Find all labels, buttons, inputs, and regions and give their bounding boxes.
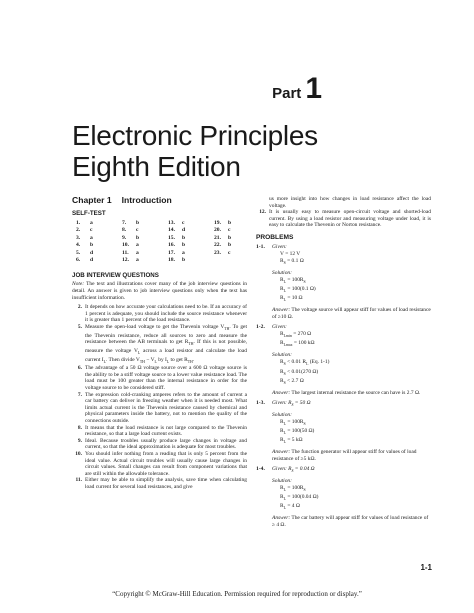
self-test-letter: d — [90, 249, 94, 256]
self-test-number: 21. — [214, 234, 221, 241]
problem-line: $R_L = 4$ Ω — [280, 503, 300, 511]
self-test-number: 18. — [168, 257, 175, 264]
self-test-letter: a — [90, 220, 93, 226]
jiq-item-text: Either may be able to simplify the analysis, save time when calculating load current for several load resistances, and give — [85, 477, 247, 490]
self-test-letter: b — [228, 242, 232, 249]
self-test-letter: b — [136, 234, 140, 241]
self-test-letter: b — [228, 220, 232, 226]
self-test-answer — [214, 235, 254, 242]
problem-answer: Answer: The voltage source will appear stiff for values of load resistance of ≥10 Ω. — [272, 307, 431, 321]
self-test-number: 16. — [168, 242, 175, 249]
self-test-number: 6. — [76, 257, 81, 264]
self-test-answer — [76, 242, 122, 249]
problem-line: Solution: — [272, 411, 292, 418]
problem-line: $R_L = 5$ kΩ — [280, 436, 303, 444]
self-test-answer — [122, 220, 168, 227]
jiq-item-text: It means that the load resistance is not large compared to the Thevenin resistance, so that a large load current exists. — [85, 424, 247, 438]
self-test-letter: c — [182, 220, 185, 226]
self-test-letter: b — [228, 234, 232, 241]
problem-line: $R_S = 0.1$ Ω — [280, 257, 304, 266]
self-test-number: 1. — [76, 220, 81, 226]
part-label — [272, 74, 322, 104]
self-test-answer — [122, 250, 168, 257]
problem — [256, 400, 431, 463]
jiq-continued-text: us more insight into how changes in load resistance affect the load voltage. — [269, 196, 431, 209]
self-test-number: 8. — [122, 227, 127, 234]
book-title — [72, 120, 318, 182]
self-test-answer — [76, 220, 122, 227]
problem-number: 1-3. — [256, 399, 265, 406]
problem-line: $R_L = 100(0.1$ Ω) — [280, 286, 316, 294]
self-test-letter: b — [182, 257, 186, 264]
part-word: Part — [272, 85, 302, 102]
problem-line: Given: — [272, 243, 287, 250]
self-test-letter: b — [182, 242, 186, 249]
jiq-item-text: The advantage of a 50 Ω voltage source over a 600 Ω voltage source is the ability to be a stiff voltage source to a lower value resistance load. The load must be 100 greater than the internal resistance in order for the voltage source to be considered stiff. — [85, 365, 247, 392]
problem-line: $R_{Lmin} = 270$ Ω — [280, 331, 312, 339]
self-test-number: 3. — [76, 234, 81, 241]
jiq-item — [72, 425, 247, 438]
self-test-number: 22. — [214, 242, 221, 249]
jiq-item-text: It depends on how accurate your calculations need to be. If an accuracy of 1 percent is adequate, you should include the source resistance whenever it is greater than 1 percent of the load resistance. — [85, 304, 247, 324]
self-test-answer — [76, 227, 122, 234]
jiq-item-12 — [256, 209, 431, 229]
self-test-number: 23. — [214, 249, 221, 256]
problem-line: $R_L = 100R_S$ — [280, 485, 306, 493]
problem-line: $R_{Lmax} = 100$ kΩ — [280, 340, 315, 348]
problem-line: $R_S < 0.01(270$ Ω) — [280, 368, 319, 376]
problem-line: Solution: — [272, 352, 292, 359]
problem-line: $R_L = 100R_S$ — [280, 277, 306, 285]
self-test-letter: b — [136, 220, 140, 226]
chapter-name: Introduction — [121, 195, 172, 205]
problem-line: Solution: — [272, 270, 292, 277]
self-test-answer — [214, 227, 254, 234]
problem-body — [270, 244, 431, 321]
chapter-label: Chapter 1 — [72, 195, 112, 205]
self-test-answer — [122, 257, 168, 264]
jiq-note — [72, 281, 247, 301]
self-test-answer — [214, 242, 254, 249]
self-test-letter: c — [228, 227, 231, 234]
problem-answer: Answer: The car battery will appear stiff for values of load resistance of ≥ 4 Ω. — [272, 515, 429, 529]
self-test-answer — [122, 227, 168, 234]
jiq-continued — [256, 196, 431, 209]
self-test-number: 12. — [122, 257, 129, 264]
book-title-line2: Eighth Edition — [72, 151, 241, 182]
self-test-letter: a — [136, 242, 139, 249]
copyright-notice: “Copyright © McGraw-Hill Education. Permission required for reproduction or display.” — [112, 590, 362, 598]
self-test-answer — [168, 227, 214, 234]
self-test-number: 17. — [168, 249, 175, 256]
problem-line: V = 12 V — [280, 250, 301, 257]
self-test-answer — [122, 235, 168, 242]
jiq-item-number: 10. — [75, 451, 82, 457]
jiq-item — [72, 392, 247, 425]
self-test-letter: a — [182, 249, 185, 256]
jiq-item-number: 9. — [77, 437, 82, 444]
self-test-number: 4. — [76, 242, 81, 249]
problem-line: Given: $R_S = 50$ Ω — [272, 399, 311, 407]
self-test-letter: b — [182, 234, 186, 241]
problem-line: Given: $R_S = 0.04$ Ω — [272, 465, 315, 474]
self-test-number: 11. — [122, 249, 129, 256]
problem-answer: Answer: The largest internal resistance the source can have is 2.7 Ω. — [272, 389, 421, 396]
jiq-item-number: 11. — [75, 477, 82, 484]
page-number: 1-1 — [420, 563, 432, 572]
chapter-heading — [72, 195, 247, 205]
self-test-number: 10. — [122, 242, 129, 249]
self-test-answer — [214, 257, 254, 264]
part-number: 1 — [305, 72, 322, 105]
jiq-item — [72, 365, 247, 391]
self-test-answer — [122, 242, 168, 249]
self-test-answer — [168, 220, 214, 227]
jiq-item-number: 5. — [77, 324, 82, 330]
problem-line: Given: — [272, 324, 287, 331]
jiq-item — [72, 304, 247, 324]
problem-line: $R_L = 100(0.04$ Ω) — [280, 494, 319, 502]
right-column — [256, 196, 431, 529]
problem-answer: Answer: The function generator will appear stiff for values of load resistance of ≥5 kΩ. — [272, 448, 417, 462]
self-test-heading: SELF-TEST — [72, 210, 106, 217]
jiq-item-number: 7. — [77, 391, 82, 398]
book-title-line1: Electronic Principles — [72, 120, 318, 151]
self-test-letter: a — [90, 234, 93, 241]
jiq-item — [72, 451, 247, 477]
self-test-number: 7. — [122, 220, 127, 226]
jiq-item-number: 6. — [77, 365, 82, 372]
problem-body — [270, 466, 431, 529]
problem-line: Solution: — [272, 478, 292, 485]
problem-body — [270, 324, 431, 396]
problem-line: $R_L = 100(50$ Ω) — [280, 427, 315, 435]
self-test-number: 14. — [168, 227, 175, 234]
self-test-letter: a — [136, 249, 139, 256]
self-test-answer — [214, 220, 254, 227]
self-test-number: 20. — [214, 227, 221, 234]
problem — [256, 244, 431, 321]
jiq-item-text: You should infer nothing from a reading that is only 5 percent from the ideal value. Actual circuit troubles will usually cause large changes in circuit values. Small changes can result from component variations that are still within the allowable tolerance. — [85, 451, 247, 477]
self-test-answer — [214, 250, 254, 257]
problem — [256, 324, 431, 396]
jiq-heading: JOB INTERVIEW QUESTIONS — [72, 272, 159, 280]
self-test-answers — [76, 220, 247, 264]
jiq-item-number: 2. — [77, 304, 82, 311]
self-test-answer — [168, 250, 214, 257]
problem-number: 1-2. — [256, 324, 265, 331]
self-test-number: 15. — [168, 234, 175, 241]
self-test-number: 2. — [76, 227, 81, 234]
jiq-item — [72, 438, 247, 451]
problem-number: 1-1. — [256, 243, 265, 250]
problem-line: $R_S < 2.7$ Ω — [280, 377, 304, 385]
self-test-answer — [168, 242, 214, 249]
self-test-letter: c — [136, 227, 139, 234]
left-column — [72, 195, 247, 491]
problem-line: $R_L = 100R_S$ — [280, 418, 306, 426]
self-test-answer — [76, 235, 122, 242]
self-test-number: 19. — [214, 220, 221, 226]
problems-heading: PROBLEMS — [256, 233, 294, 241]
jiq-item-text: Measure the open-load voltage to get the Thevenin voltage $V_{TH}$. To get the Thevenin resistance, reduce all sources to zero and measure the resistance between the AB terminals to get $R_{TH}$. If this is not possible, measure the voltage $V_L$ across a load resistor and calculate the load current $I_L$. Then divide $V_{TH} - V_L$ by $I_L$ to get $R_{TH}$. — [85, 324, 247, 364]
self-test-answer — [76, 250, 122, 257]
problem-body — [270, 400, 431, 463]
jiq-item — [72, 477, 247, 490]
self-test-number: 13. — [168, 220, 175, 226]
jiq-note-text: The text and illustrations cover many of the job interview questions in detail. An answer is given to job interview questions only when the text has insufficient information. — [72, 281, 247, 301]
self-test-letter: d — [182, 227, 186, 234]
self-test-answer — [168, 257, 214, 264]
jiq-item-text: The expression cold-cranking amperes refers to the amount of current a car battery can deliver in freezing weather when it is needed most. What limits actual current is the Thevenin resistance caused by chemical and physical parameters inside the battery, not to mention the quality of the connections outside. — [85, 391, 247, 425]
jiq-item-number: 12. — [259, 209, 266, 216]
self-test-number: 5. — [76, 249, 81, 256]
problem — [256, 466, 431, 529]
self-test-letter: a — [136, 257, 139, 264]
self-test-letter: b — [90, 242, 94, 249]
jiq-answer-list — [72, 304, 247, 490]
self-test-letter: d — [90, 257, 94, 264]
problem-line: $R_L = 10$ Ω — [280, 295, 303, 303]
jiq-item — [72, 324, 247, 365]
problem-number: 1-4. — [256, 465, 265, 472]
jiq-item-number: 8. — [77, 424, 82, 431]
problem-line: $R_S < 0.01$ $R_L$ (Eq. 1-1) — [280, 359, 330, 367]
problems-list — [256, 244, 431, 529]
self-test-answer — [76, 257, 122, 264]
jiq-item-text: It is usually easy to measure open-circuit voltage and shorted-load current. By using a load resistor and measuring voltage under load, it is easy to calculate the Thevenin or Norton resistance. — [269, 209, 431, 229]
self-test-number: 9. — [122, 234, 127, 241]
self-test-answer — [168, 235, 214, 242]
self-test-letter: c — [228, 249, 231, 256]
self-test-letter: c — [90, 227, 93, 234]
jiq-note-label: Note: — [72, 281, 85, 288]
jiq-item-text: Ideal. Because troubles usually produce large changes in voltage and current, so that the ideal approximation is adequate for most troubles. — [85, 437, 247, 451]
